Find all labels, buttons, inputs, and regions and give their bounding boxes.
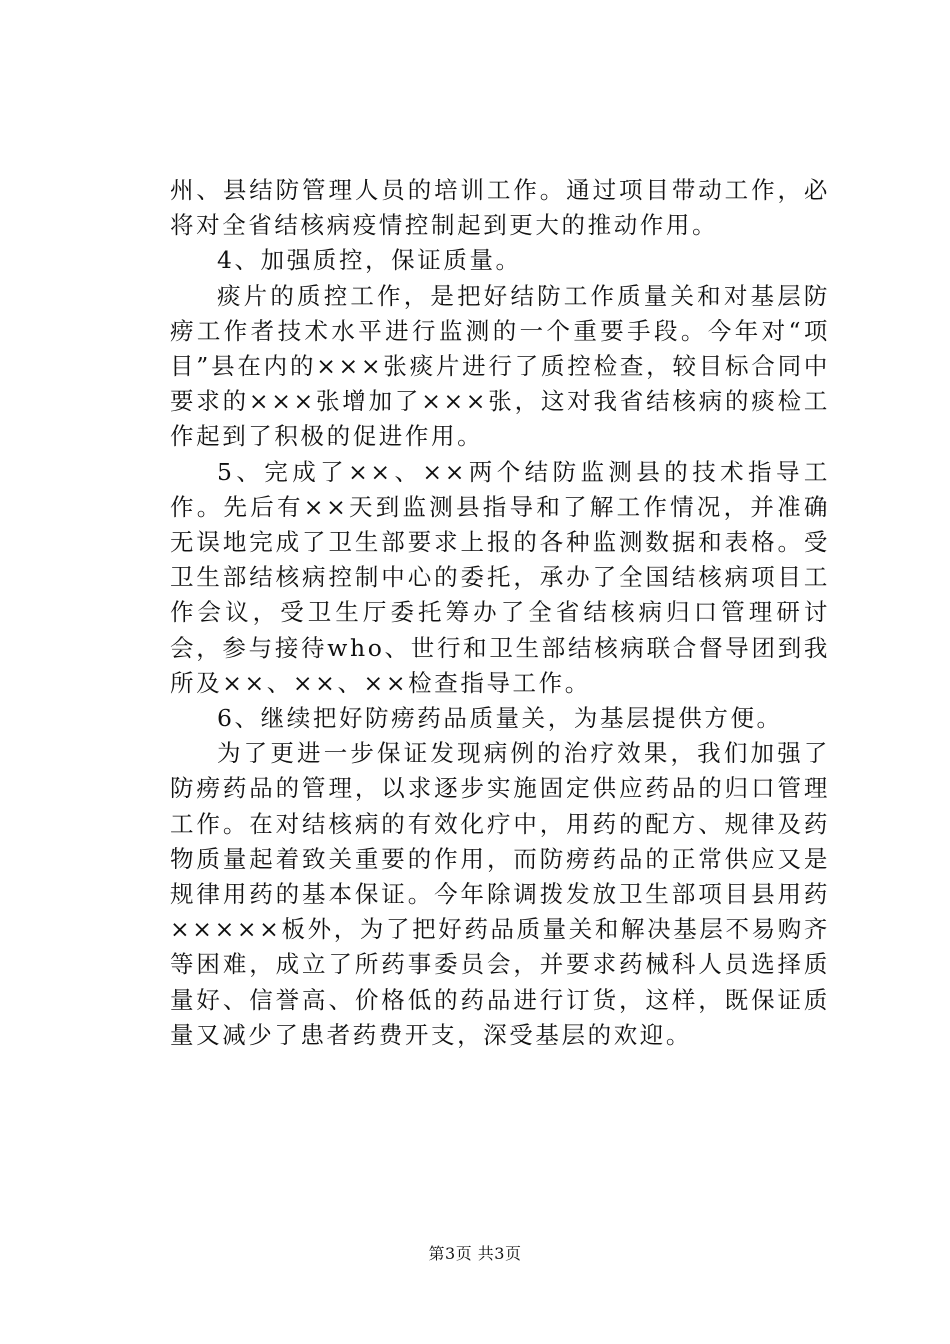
- paragraph-sputum-quality-control: 痰片的质控工作，是把好结防工作质量关和对基层防痨工作者技术水平进行监测的一个重要手段。今年对“项目”县在内的×××张痰片进行了质控检查，较目标合同中要求的×××张增加了×××张，这对我省结核病的痰检工作起到了积极的促进作用。: [170, 281, 830, 451]
- paragraph-drug-management: 为了更进一步保证发现病例的治疗效果，我们加强了防痨药品的管理，以求逐步实施固定供应药品的归口管理工作。在对结核病的有效化疗中，用药的配方、规律及药物质量起着致关重要的作用，而防痨药品的正常供应又是规律用药的基本保证。今年除调拨发放卫生部项目县用药×××××板外，为了把好药品质量关和解决基层不易购齐等困难，成立了所药事委员会，并要求药械科人员选择质量好、信誉高、价格低的药品进行订货，这样，既保证质量又减少了患者药费开支，深受基层的欢迎。: [170, 739, 830, 1049]
- page-footer: 第3页 共3页: [428, 1244, 522, 1263]
- paragraph-monitoring-counties: 5、完成了××、××两个结防监测县的技术指导工作。先后有××天到监测县指导和了解工作情况，并准确无误地完成了卫生部要求上报的各种监测数据和表格。受卫生部结核病控制中心的委托，承办了全国结核病项目工作会议，受卫生厅委托筹办了全省结核病归口管理研讨会，参与接待who、世行和卫生部结核病联合督导团到我所及××、××、××检查指导工作。: [170, 457, 830, 697]
- paragraph-continuation: 州、县结防管理人员的培训工作。通过项目带动工作，必将对全省结核病疫情控制起到更大的推动作用。: [170, 176, 830, 240]
- section-heading-drug-quality: 6、继续把好防痨药品质量关，为基层提供方便。: [217, 704, 783, 733]
- section-heading-quality-control: 4、加强质控，保证质量。: [217, 246, 522, 275]
- document-body: [170, 173, 830, 1053]
